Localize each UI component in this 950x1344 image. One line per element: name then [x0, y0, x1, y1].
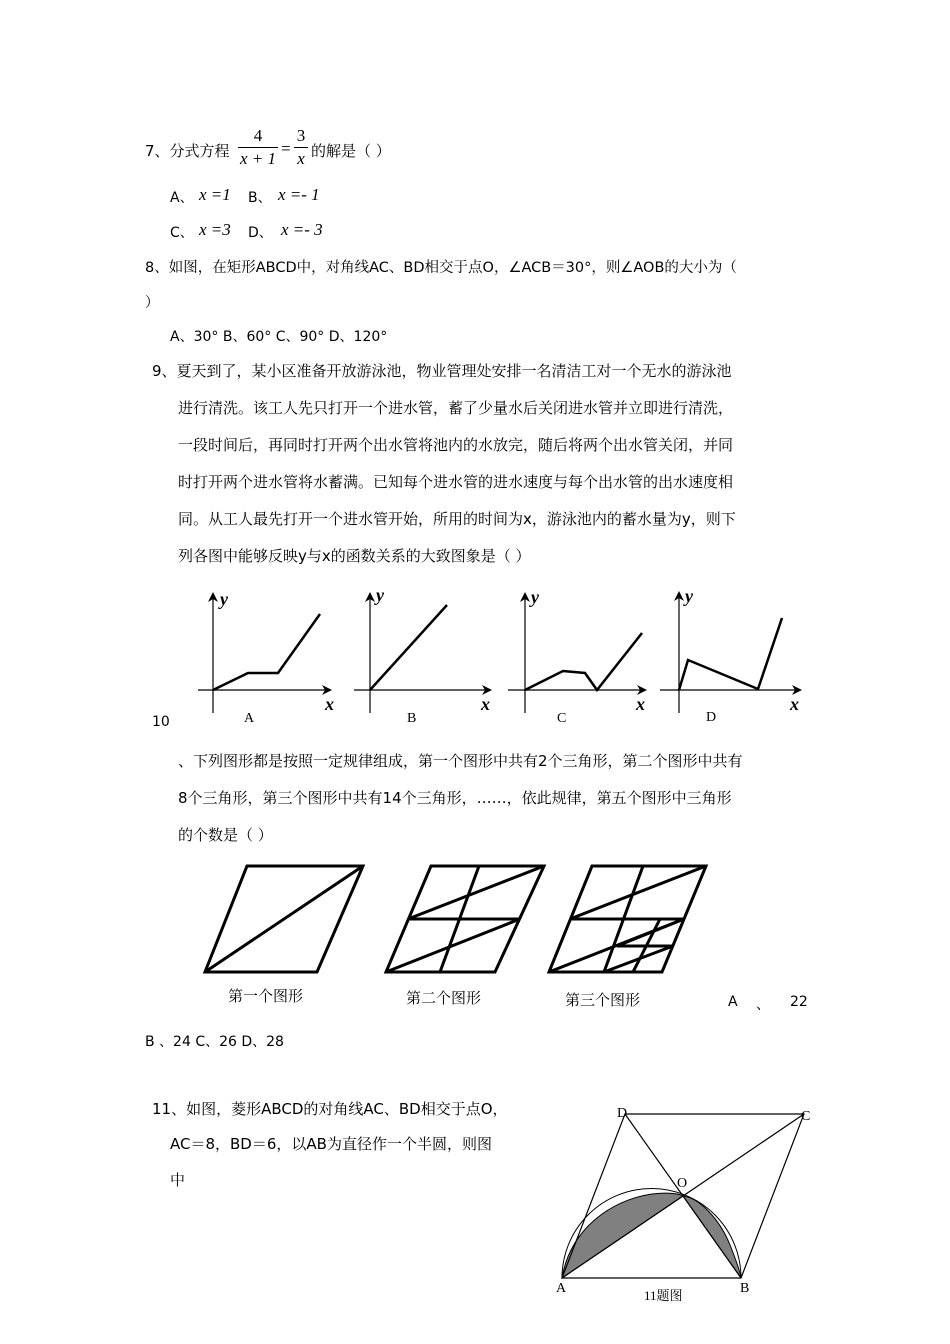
- graph-c: [508, 587, 645, 726]
- q8-line-2: ）: [145, 295, 159, 311]
- q10-figure-1: [205, 866, 363, 972]
- q11-label-c: C: [801, 1109, 811, 1124]
- q7-denominator-2: x: [297, 149, 305, 168]
- q10-figure-3-caption: 第三个图形: [565, 993, 641, 1009]
- q9-line-2: 进行清洗。该工人先只打开一个进水管，蓄了少量水后关闭进水管并立即进行清洗，: [178, 399, 734, 417]
- q10-figure-2-caption: 第二个图形: [406, 991, 482, 1007]
- q7-suffix: 的解是（ ）: [311, 142, 391, 160]
- q10-option-a-value: 22: [790, 994, 808, 1010]
- q9-line-5: 同。从工人最先打开一个进水管开始，所用的时间为x，游泳池内的蓄水量为y，则下: [178, 510, 736, 528]
- q7-denominator-1: x + 1: [239, 149, 277, 168]
- q9-line-4: 时打开两个进水管将水蓄满。已知每个进水管的进水速度与每个出水管的出水速度相: [178, 473, 734, 491]
- q10-line-1: 、下列图形都是按照一定规律组成，第一个图形中共有2个三角形，第二个图形中共有: [178, 752, 743, 770]
- q9-line-1: 9、夏天到了，某小区准备开放游泳池，物业管理处安排一名清洁工对一个无水的游泳池: [152, 362, 732, 380]
- q7-option-d-label: D、: [248, 225, 273, 241]
- q10-option-a-sep: 、: [756, 997, 770, 1013]
- q7-option-a-label: A、: [170, 190, 194, 206]
- q7-option-d-expr: x =- 3: [281, 220, 323, 239]
- q9-line-6: 列各图中能够反映y与x的函数关系的大致图象是（ ）: [178, 547, 531, 565]
- graph-c-x-label: x: [636, 694, 645, 714]
- q10-figure-2: [386, 866, 544, 972]
- q7-numerator-1: 4: [253, 126, 263, 145]
- graph-c-label: C: [557, 711, 567, 726]
- graph-b-y-label: y: [376, 585, 384, 605]
- graph-a-curve: [213, 614, 320, 690]
- q7-option-c-label: C、: [170, 225, 194, 241]
- q11-label-b: B: [740, 1281, 750, 1296]
- graph-a: [198, 589, 334, 726]
- q11-label-a: A: [556, 1281, 567, 1296]
- q7-option-a-expr: x =1: [199, 185, 231, 204]
- q11-label-d: D: [617, 1106, 628, 1121]
- q9-line-3: 一段时间后，再同时打开两个出水管将池内的水放完，随后将两个出水管关闭，并同: [178, 436, 734, 454]
- q10-number: 10: [152, 714, 170, 730]
- q7-prefix: 7、分式方程: [145, 142, 230, 160]
- q7-option-b-expr: x =- 1: [278, 185, 320, 204]
- q8-options: A、30° B、60° C、90° D、120°: [170, 329, 388, 345]
- q10-options-rest: B 、24 C、26 D、28: [145, 1034, 284, 1050]
- graph-d-curve: [679, 618, 782, 690]
- q8-line-1: 8、如图，在矩形ABCD中，对角线AC、BD相交于点O，∠ACB＝30°，则∠AOB的大小为（: [145, 260, 737, 276]
- graph-a-y-label: y: [220, 589, 228, 609]
- q11-line-1: 11、如图，菱形ABCD的对角线AC、BD相交于点O，: [152, 1100, 508, 1118]
- q10-line-3: 的个数是（ ）: [178, 826, 273, 844]
- graph-d: [660, 586, 800, 725]
- graph-b-curve: [370, 605, 447, 690]
- graph-d-x-label: x: [790, 694, 799, 714]
- graph-d-label: D: [706, 710, 717, 725]
- graph-d-y-label: y: [685, 586, 693, 606]
- graph-c-curve: [525, 633, 642, 690]
- q10-figure-1-caption: 第一个图形: [228, 989, 304, 1005]
- graph-b: [354, 585, 490, 726]
- q11-line-3: 中: [170, 1171, 186, 1189]
- q11-caption: 11题图: [644, 1288, 683, 1303]
- q11-line-2: AC＝8，BD＝6，以AB为直径作一个半圆，则图: [170, 1135, 492, 1153]
- graph-a-label: A: [244, 711, 255, 726]
- q10-line-2: 8个三角形，第三个图形中共有14个三角形，……，依此规律，第五个图形中三角形: [178, 789, 732, 807]
- q10-option-a-label: A: [728, 994, 738, 1010]
- graph-b-x-label: x: [481, 694, 490, 714]
- q7-option-b-label: B、: [248, 190, 272, 206]
- q7-option-c-expr: x =3: [199, 220, 231, 239]
- graph-c-y-label: y: [531, 587, 539, 607]
- q7-equals: =: [281, 139, 291, 158]
- q10-figure-3: [549, 866, 706, 972]
- graph-a-x-label: x: [325, 694, 334, 714]
- q11-rhombus-figure: [556, 1106, 810, 1303]
- q11-label-o: O: [677, 1176, 688, 1191]
- q7-numerator-2: 3: [296, 126, 306, 145]
- graph-b-label: B: [407, 711, 417, 726]
